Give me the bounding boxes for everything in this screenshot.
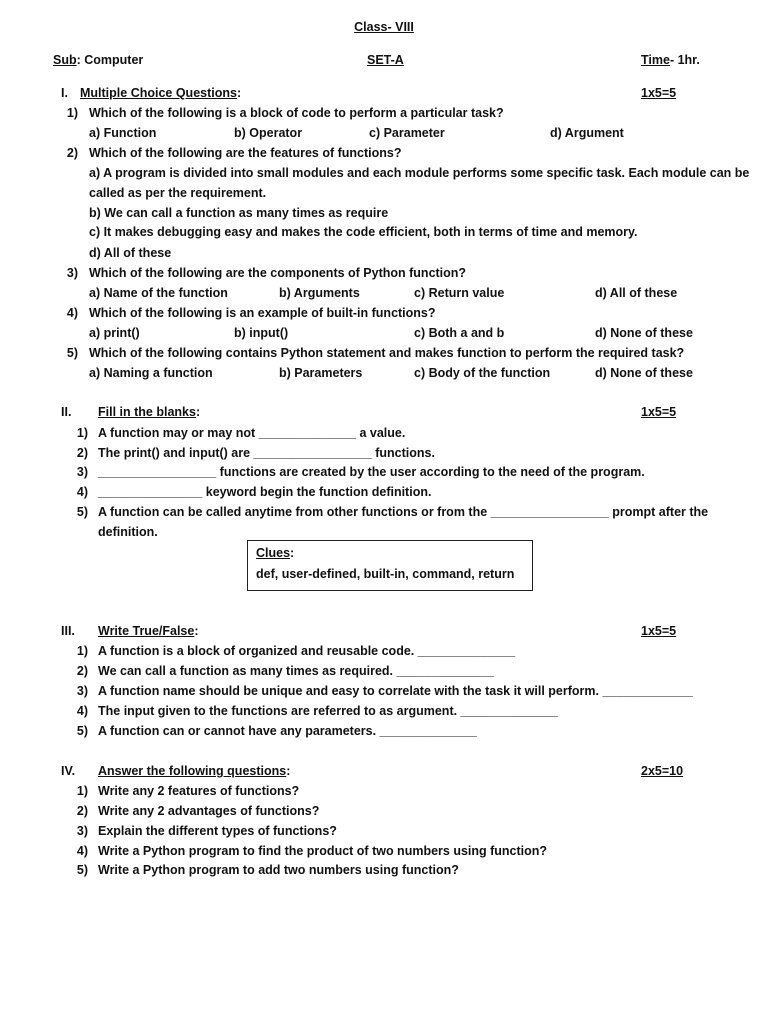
question-text: Which of the following are the components of Python function?: [89, 266, 467, 280]
question-text: A function can be called anytime from other functions or from the _________________ prompt after the: [98, 505, 709, 519]
option: b) input(): [234, 326, 289, 340]
option: a) Function: [89, 126, 157, 140]
question-text: Write any 2 advantages of functions?: [98, 804, 320, 818]
question-number: 2): [76, 804, 88, 818]
class-title: Class- VIII: [354, 20, 414, 34]
question-number: 4): [76, 704, 88, 718]
question-text-continued: definition.: [98, 525, 158, 539]
question-text: Write a Python program to add two numbers using function?: [98, 863, 459, 877]
set-label: SET-A: [367, 53, 404, 67]
question-text: Which of the following contains Python statement and makes function to perform the required task?: [89, 346, 685, 360]
time-line: [641, 50, 700, 70]
section-marks: 1x5=5: [641, 624, 677, 638]
question-text: The print() and input() are _________________ functions.: [98, 446, 435, 460]
option: d) Argument: [550, 126, 624, 140]
question-number: 3): [76, 824, 88, 838]
section-title: Fill in the blanks:: [98, 405, 201, 419]
option: a) print(): [89, 326, 140, 340]
section-title: Answer the following questions:: [98, 764, 291, 778]
question-number: 3): [66, 266, 78, 280]
question-text: _________________ functions are created by the user according to the need of the program.: [98, 465, 645, 479]
option: a) Name of the function: [89, 286, 228, 300]
option: a) Naming a function: [89, 366, 213, 380]
option: d) None of these: [595, 326, 693, 340]
question-number: 1): [76, 644, 88, 658]
section-marks: 1x5=5: [641, 86, 677, 100]
option: b) Parameters: [279, 366, 363, 380]
time-value: - 1hr.: [669, 53, 700, 67]
option: c) Return value: [414, 286, 505, 300]
question-text: Write a Python program to find the product of two numbers using function?: [98, 844, 548, 858]
question-number: 4): [76, 844, 88, 858]
question-text: We can call a function as many times as required. ______________: [98, 664, 494, 678]
section-numeral: III.: [61, 624, 75, 638]
question-text: A function can or cannot have any parameters. ______________: [98, 724, 477, 738]
question-number: 5): [76, 863, 88, 877]
option: b) Operator: [234, 126, 303, 140]
question-number: 4): [66, 306, 78, 320]
question-number: 2): [76, 664, 88, 678]
option: d) All of these: [89, 246, 172, 260]
question-number: 1): [76, 784, 88, 798]
option: d) All of these: [595, 286, 678, 300]
question-text: Which of the following are the features of functions?: [89, 146, 402, 160]
option: b) We can call a function as many times as require: [89, 206, 389, 220]
question-number: 5): [76, 505, 88, 519]
section-marks: 1x5=5: [641, 405, 677, 419]
question-text: _______________ keyword begin the function definition.: [98, 485, 432, 499]
subject-line: [53, 50, 143, 70]
clues-box: [247, 540, 533, 591]
section-numeral: II.: [61, 405, 72, 419]
question-text: The input given to the functions are referred to as argument. ______________: [98, 704, 558, 718]
option: c) Body of the function: [414, 366, 551, 380]
option: c) Parameter: [369, 126, 445, 140]
question-text: A function name should be unique and easy to correlate with the task it will perform. _____________: [98, 684, 693, 698]
option: b) Arguments: [279, 286, 360, 300]
question-number: 5): [76, 724, 88, 738]
section-title: Write True/False:: [98, 624, 199, 638]
question-text: A function may or may not ______________ a value.: [98, 426, 406, 440]
question-text: Explain the different types of functions?: [98, 824, 337, 838]
question-number: 1): [66, 106, 78, 120]
subject-value: : Computer: [76, 53, 144, 67]
question-number: 3): [76, 465, 88, 479]
clues-text: def, user-defined, built-in, command, return: [256, 567, 515, 581]
question-text: A function is a block of organized and reusable code. ______________: [98, 644, 516, 658]
clues-heading: Clues:: [256, 546, 295, 560]
option: c) Both a and b: [414, 326, 505, 340]
question-text: Write any 2 features of functions?: [98, 784, 300, 798]
question-number: 4): [76, 485, 88, 499]
option: d) None of these: [595, 366, 693, 380]
question-text: Which of the following is an example of built-in functions?: [89, 306, 436, 320]
subject-label: Sub: [53, 53, 77, 67]
section-numeral: I.: [61, 86, 68, 100]
question-number: 3): [76, 684, 88, 698]
time-label: Time: [641, 53, 670, 67]
option: c) It makes debugging easy and makes the code efficient, both in terms of time and memory.: [89, 225, 638, 239]
option: a) A program is divided into small modules and each module performs some specific task. Each module can be: [89, 166, 750, 180]
question-number: 5): [66, 346, 78, 360]
question-number: 2): [66, 146, 78, 160]
section-title: Multiple Choice Questions:: [80, 86, 242, 100]
question-text: Which of the following is a block of code to perform a particular task?: [89, 106, 504, 120]
option: called as per the requirement.: [89, 186, 267, 200]
section-marks: 2x5=10: [641, 764, 684, 778]
section-numeral: IV.: [61, 764, 76, 778]
question-number: 1): [76, 426, 88, 440]
question-number: 2): [76, 446, 88, 460]
